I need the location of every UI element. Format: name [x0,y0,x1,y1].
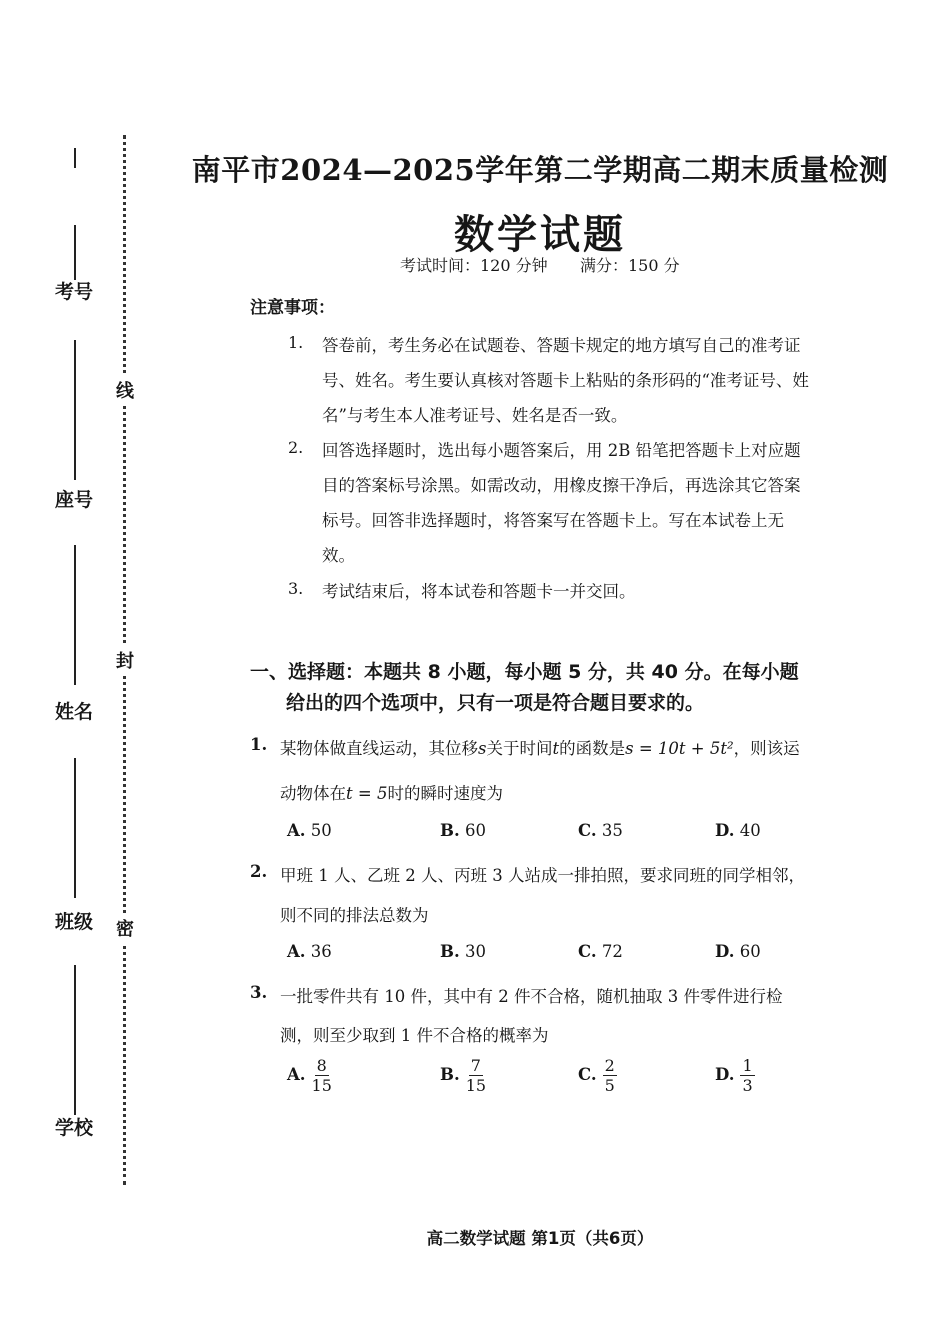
exam-number-label: 考号 [54,281,93,303]
binding-line [74,340,76,480]
option-d: D. 60 [715,942,761,961]
name-label: 姓名 [54,701,93,723]
option-a: A. 50 [287,821,332,840]
note-number: 2. [288,438,304,457]
class-label: 班级 [54,911,93,933]
option-a: A. 36 [287,942,332,961]
binding-line [74,545,76,685]
seal-word-line: 线 [113,375,137,405]
exam-title: 南平市2024—2025学年第二学期高二期末质量检测 [191,153,889,187]
notes-heading: 注意事项： [250,298,335,318]
binding-line [74,758,76,898]
question-stem: 测，则至少取到 1 件不合格的概率为 [280,1026,549,1045]
note-line: 名”与考生本人准考证号、姓名是否一致。 [322,406,628,425]
note-line: 考试结束后，将本试卷和答题卡一并交回。 [322,582,636,601]
math-formula: t = 5 [346,784,388,803]
note-number: 1. [288,333,304,352]
stem-text: 动物体在 [280,784,346,803]
seat-number-label: 座号 [54,489,93,511]
note-number: 3. [288,579,304,598]
binding-line [74,965,76,1115]
question-stem: 甲班 1 人、乙班 2 人、丙班 3 人站成一排拍照，要求同班的同学相邻， [280,866,805,885]
option-d: D. $\frac{1}{3}$ [715,1056,753,1095]
question-number: 2. [250,862,268,881]
option-d: D. 40 [715,821,761,840]
math-var: s [478,739,487,758]
math-formula: s = 10t + 5t² [625,739,734,758]
note-line: 标号。回答非选择题时，将答案写在答题卡上。写在本试卷上无 [322,511,784,530]
page-footer: 高二数学试题 第1页（共6页） [426,1229,654,1248]
question-stem [280,780,503,804]
exam-duration: 考试时间：120 分钟 [400,256,548,275]
stem-text: 关于时间 [486,739,553,758]
seal-word-seal: 封 [113,645,137,675]
stem-text: 时的瞬时速度为 [387,784,503,803]
note-line: 回答选择题时，选出每小题答案后，用 2B 铅笔把答题卡上对应题 [322,441,801,460]
section-heading: 给出的四个选项中，只有一项是符合题目要求的。 [286,692,705,714]
option-b: B. $\frac{7}{15}$ [440,1056,487,1095]
section-heading: 一、选择题：本题共 8 小题，每小题 5 分，共 40 分。在每小题 [250,661,799,683]
option-b: B. 30 [440,942,486,961]
question-stem: 一批零件共有 10 件，其中有 2 件不合格，随机抽取 3 件零件进行检 [280,987,783,1006]
note-line: 效。 [322,546,355,565]
question-number: 3. [250,983,268,1002]
note-line: 号、姓名。考生要认真核对答题卡上粘贴的条形码的“准考证号、姓 [322,371,809,390]
option-b: B. 60 [440,821,486,840]
fraction: $\frac{1}{3}$ [742,1056,753,1095]
option-a: A. $\frac{8}{15}$ [287,1056,332,1095]
math-var: t [552,739,560,758]
subject-title: 数学试题 [454,211,626,258]
fraction: $\frac{2}{5}$ [604,1056,615,1095]
school-label: 学校 [54,1117,93,1139]
fraction: $\frac{8}{15}$ [311,1056,332,1095]
question-number: 1. [250,735,268,754]
stem-text: 的函数是 [559,739,626,758]
note-line: 答卷前，考生务必在试题卷、答题卡规定的地方填写自己的准考证 [322,336,801,355]
stem-text: 某物体做直线运动，其位移 [280,739,478,758]
option-c: C. 35 [578,821,623,840]
option-c: C. $\frac{2}{5}$ [578,1056,615,1095]
fraction: $\frac{7}{15}$ [465,1056,487,1095]
stem-text: ，则该运 [733,739,800,758]
full-score: 满分：150 分 [580,256,680,275]
question-stem: 则不同的排法总数为 [280,906,429,925]
note-line: 目的答案标号涂黑。如需改动，用橡皮擦干净后，再选涂其它答案 [322,476,801,495]
seal-word-secret: 密 [113,913,137,943]
question-stem [280,735,800,759]
option-c: C. 72 [578,942,623,961]
